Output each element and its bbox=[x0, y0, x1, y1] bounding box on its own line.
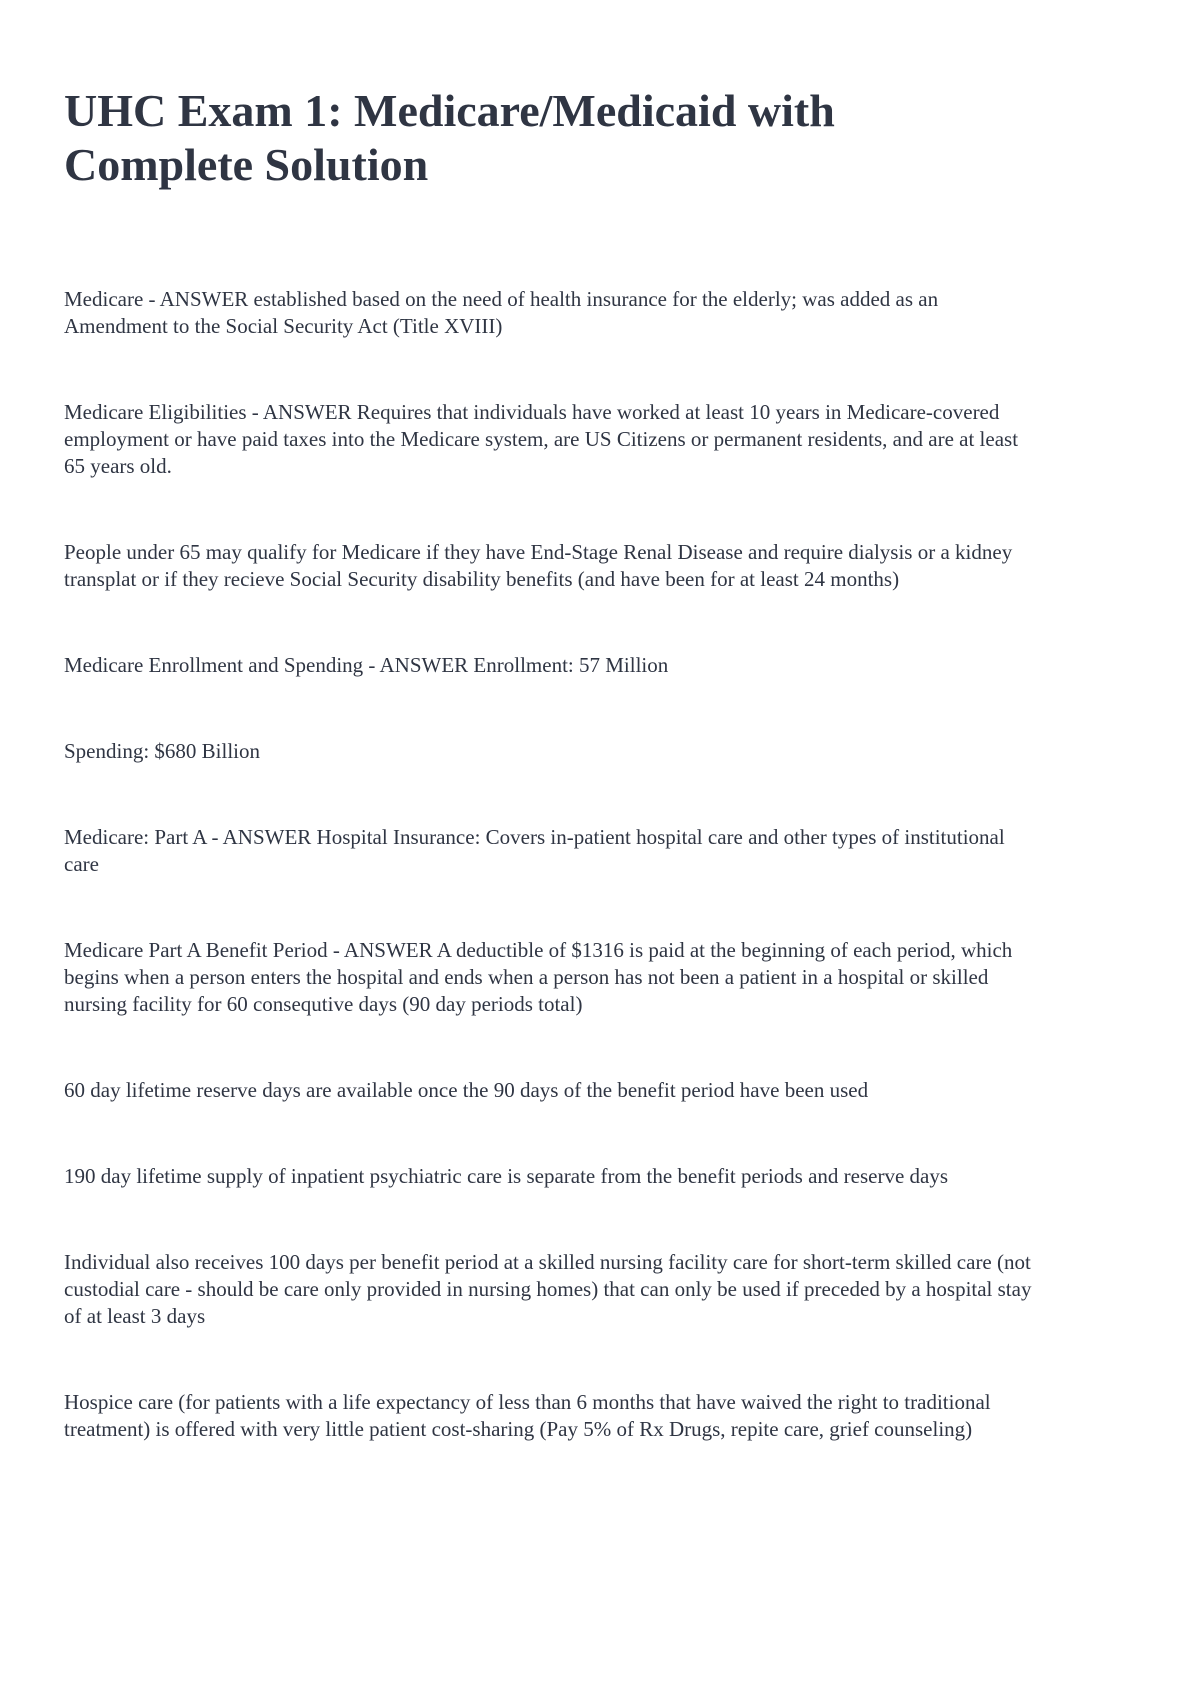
paragraph-part-a: Medicare: Part A - ANSWER Hospital Insurance: Covers in-patient hospital care and other types of institutional care bbox=[64, 825, 1005, 876]
paragraph-skilled-nursing: Individual also receives 100 days per benefit period at a skilled nursing facility care for short-term skilled care (not custodial care - should be care only provided in nursing homes) that can only be used if preceded by a hospital stay of at least 3 days bbox=[64, 1250, 1032, 1328]
paragraph-benefit-period: Medicare Part A Benefit Period - ANSWER A deductible of $1316 is paid at the beginning of each period, which begins when a person enters the hospital and ends when a person has not been a patient in a hospital or skilled nursing facility for 60 consequtive days (90 day periods total) bbox=[64, 938, 1013, 1016]
document-title: UHC Exam 1: Medicare/Medicaid with Complete Solution bbox=[64, 85, 835, 190]
paragraph-spending: Spending: $680 Billion bbox=[64, 739, 261, 763]
paragraph-enrollment: Medicare Enrollment and Spending - ANSWER Enrollment: 57 Million bbox=[64, 653, 669, 677]
paragraph-hospice: Hospice care (for patients with a life expectancy of less than 6 months that have waived the right to traditional treatment) is offered with very little patient cost-sharing (Pay 5% of Rx Drugs, repite care, grief counseling) bbox=[64, 1390, 991, 1441]
paragraph-eligibilities: Medicare Eligibilities - ANSWER Requires that individuals have worked at least 10 years in Medicare-covered employment or have paid taxes into the Medicare system, are US Citizens or permanent residents, and are at least 65 years old. bbox=[64, 400, 1019, 478]
paragraph-medicare: Medicare - ANSWER established based on the need of health insurance for the elderly; was added as an Amendment to the Social Security Act (Title XVIII) bbox=[64, 287, 939, 338]
document-page bbox=[64, 84, 1034, 1502]
paragraph-reserve-days: 60 day lifetime reserve days are available once the 90 days of the benefit period have been used bbox=[64, 1078, 869, 1102]
paragraph-under-65: People under 65 may qualify for Medicare if they have End-Stage Renal Disease and require dialysis or a kidney transplat or if they recieve Social Security disability benefits (and have been for at least 24 months) bbox=[64, 540, 1013, 591]
paragraph-psychiatric-care: 190 day lifetime supply of inpatient psychiatric care is separate from the benefit periods and reserve days bbox=[64, 1164, 949, 1188]
document-body bbox=[64, 286, 1034, 1443]
